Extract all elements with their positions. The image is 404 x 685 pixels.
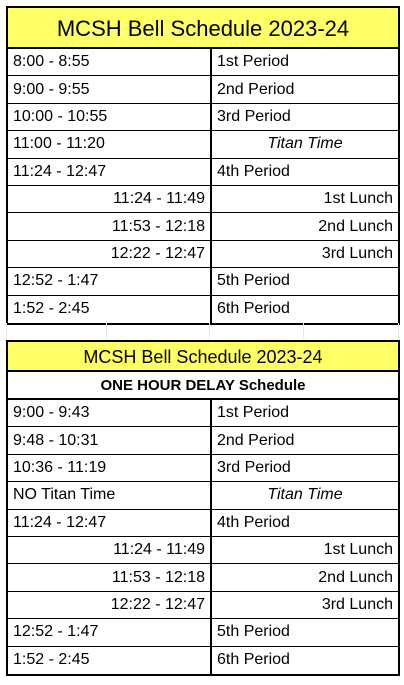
table-row [8, 482, 398, 509]
time-cell: 12:52 - 1:47 [8, 619, 212, 645]
time-cell: 11:24 - 12:47 [8, 510, 212, 536]
table-row [8, 268, 398, 295]
period-cell: 6th Period [217, 300, 290, 318]
time-cell: 9:00 - 9:55 [8, 76, 212, 102]
regular-schedule-title: MCSH Bell Schedule 2023-24 [8, 8, 398, 49]
gridline [209, 323, 210, 339]
table-row [8, 104, 398, 131]
period-cell: 3rd Lunch [321, 595, 393, 613]
period-cell: 3rd Period [217, 107, 291, 125]
time-cell: 12:52 - 1:47 [8, 268, 212, 294]
table-row [8, 619, 398, 646]
gridline-gap [6, 323, 400, 339]
table-row [8, 427, 398, 454]
table-row [8, 537, 398, 564]
period-cell: 2nd Period [217, 80, 295, 98]
table-row [8, 131, 398, 158]
period-cell: 5th Period [217, 272, 290, 290]
table-row [8, 564, 398, 591]
time-cell: 12:22 - 12:47 [8, 241, 212, 267]
period-cell: 2nd Lunch [318, 217, 393, 235]
period-cell: 6th Period [217, 651, 290, 669]
gridline [106, 323, 107, 339]
time-cell: 9:48 - 10:31 [8, 427, 212, 453]
period-cell: Titan Time [267, 486, 343, 504]
time-cell: 11:00 - 11:20 [8, 131, 212, 157]
time-cell: 11:24 - 11:49 [8, 537, 212, 563]
table-row [8, 296, 398, 323]
table-row [8, 455, 398, 482]
time-cell: 1:52 - 2:45 [8, 647, 212, 674]
table-row [8, 213, 398, 240]
time-cell: 11:24 - 11:49 [8, 186, 212, 212]
period-cell: Titan Time [267, 135, 343, 153]
gridline [303, 323, 304, 339]
regular-schedule-table [6, 6, 400, 325]
time-cell: NO Titan Time [8, 482, 212, 508]
period-cell: 2nd Period [217, 431, 295, 449]
table-row [8, 241, 398, 268]
period-cell: 4th Period [217, 162, 290, 180]
period-cell: 3rd Period [217, 458, 291, 476]
table-row [8, 186, 398, 213]
table-row [8, 400, 398, 427]
delay-schedule-table [6, 340, 400, 676]
table-row [8, 592, 398, 619]
time-cell: 12:22 - 12:47 [8, 592, 212, 618]
period-cell: 1st Period [217, 404, 290, 422]
table-row [8, 76, 398, 103]
time-cell: 10:36 - 11:19 [8, 455, 212, 481]
table-row [8, 159, 398, 186]
period-cell: 1st Lunch [323, 190, 393, 208]
period-cell: 3rd Lunch [321, 244, 393, 262]
table-row [8, 510, 398, 537]
table-row [8, 49, 398, 76]
time-cell: 1:52 - 2:45 [8, 296, 212, 323]
table-row [8, 647, 398, 674]
period-cell: 4th Period [217, 513, 290, 531]
time-cell: 11:24 - 12:47 [8, 159, 212, 185]
period-cell: 1st Lunch [323, 541, 393, 559]
delay-schedule-title: MCSH Bell Schedule 2023-24 [8, 342, 398, 372]
gridline [398, 323, 399, 339]
time-cell: 8:00 - 8:55 [8, 49, 212, 75]
period-cell: 2nd Lunch [318, 568, 393, 586]
time-cell: 11:53 - 12:18 [8, 213, 212, 239]
gridline [6, 323, 7, 339]
period-cell: 5th Period [217, 623, 290, 641]
time-cell: 11:53 - 12:18 [8, 564, 212, 590]
time-cell: 10:00 - 10:55 [8, 104, 212, 130]
period-cell: 1st Period [217, 53, 290, 71]
delay-schedule-subtitle: ONE HOUR DELAY Schedule [8, 372, 398, 400]
time-cell: 9:00 - 9:43 [8, 400, 212, 426]
